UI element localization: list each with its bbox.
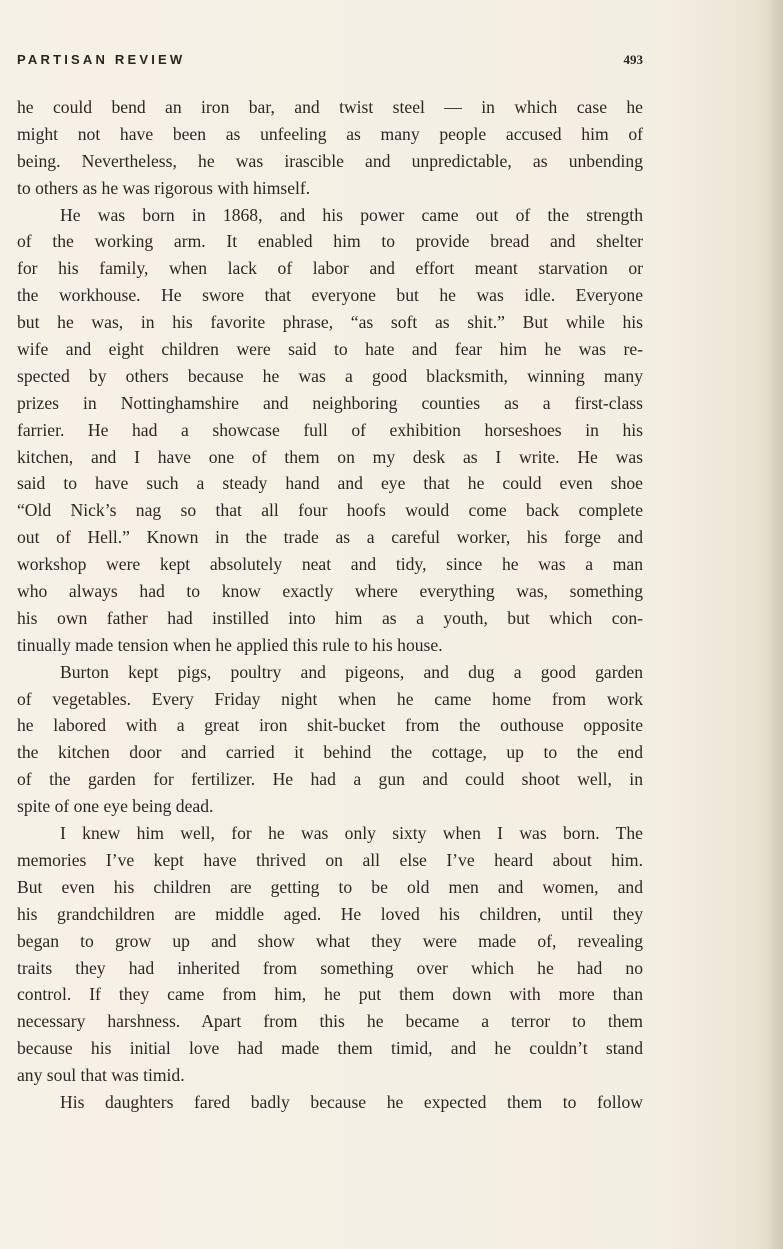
text-line: began to grow up and show what they were made of, revealing	[17, 930, 643, 951]
text-line: of vegetables. Every Friday night when he came home from work	[17, 688, 643, 709]
text-line: the workhouse. He swore that everyone but he was idle. Everyone	[17, 285, 643, 306]
text-line: workshop were kept absolutely neat and tidy, since he was a man	[17, 554, 643, 575]
text-line: he labored with a great iron shit-bucket from the outhouse opposite	[17, 715, 643, 736]
text-line: his grandchildren are middle aged. He loved his children, until they	[17, 903, 643, 924]
text-line: being. Nevertheless, he was irascible and unpredictable, as unbending	[17, 150, 643, 171]
text-line: His daughters fared badly because he expected them to follow	[60, 1091, 643, 1112]
text-line: but he was, in his favorite phrase, “as soft as shit.” But while his	[17, 312, 643, 333]
text-line: I knew him well, for he was only sixty when I was born. The	[60, 823, 643, 844]
text-line: memories I’ve kept have thrived on all else I’ve heard about him.	[17, 849, 643, 870]
text-line: Burton kept pigs, poultry and pigeons, and dug a good garden	[60, 661, 643, 682]
text-line: out of Hell.” Known in the trade as a careful worker, his forge and	[17, 527, 643, 548]
text-line: farrier. He had a showcase full of exhibition horseshoes in his	[17, 419, 643, 440]
text-line: might not have been as unfeeling as many people accused him of	[17, 123, 643, 144]
text-line: his own father had instilled into him as a youth, but which con-	[17, 607, 643, 628]
text-line: any soul that was timid.	[17, 1065, 185, 1086]
text-line: because his initial love had made them timid, and he couldn’t stand	[17, 1038, 643, 1059]
text-line: he could bend an iron bar, and twist steel — in which case he	[17, 97, 643, 117]
text-line: “Old Nick’s nag so that all four hoofs would come back complete	[17, 500, 643, 521]
text-line: tinually made tension when he applied this rule to his house.	[17, 634, 443, 655]
text-line: wife and eight children were said to hate and fear him he was re-	[17, 339, 643, 360]
text-line: for his family, when lack of labor and effort meant starvation or	[17, 258, 643, 279]
text-line: traits they had inherited from something over which he had no	[17, 957, 643, 978]
text-line: to others as he was rigorous with himself.	[17, 177, 311, 198]
text-line: who always had to know exactly where everything was, something	[17, 581, 643, 602]
text-line: spected by others because he was a good blacksmith, winning many	[17, 365, 643, 386]
text-line: necessary harshness. Apart from this he became a terror to them	[17, 1011, 643, 1032]
text-line: kitchen, and I have one of them on my desk as I write. He was	[17, 446, 643, 467]
text-line: He was born in 1868, and his power came out of the strength	[60, 204, 643, 225]
text-line: control. If they came from him, he put them down with more than	[17, 984, 643, 1005]
running-head	[17, 52, 643, 70]
text-line: of the working arm. It enabled him to provide bread and shelter	[17, 231, 643, 252]
text-line: prizes in Nottinghamshire and neighboring counties as a first-class	[17, 392, 643, 413]
text-line: spite of one eye being dead.	[17, 796, 214, 817]
text-line: of the garden for fertilizer. He had a gun and could shoot well, in	[17, 769, 643, 790]
text-line: said to have such a steady hand and eye that he could even shoe	[17, 473, 643, 494]
page-number: 493	[623, 52, 643, 67]
text-line: the kitchen door and carried it behind the cottage, up to the end	[17, 742, 643, 763]
running-title: PARTISAN REVIEW	[17, 52, 186, 67]
text-line: But even his children are getting to be old men and women, and	[17, 876, 643, 897]
page-edge-shadow	[767, 0, 783, 1249]
body-text	[17, 94, 643, 1116]
